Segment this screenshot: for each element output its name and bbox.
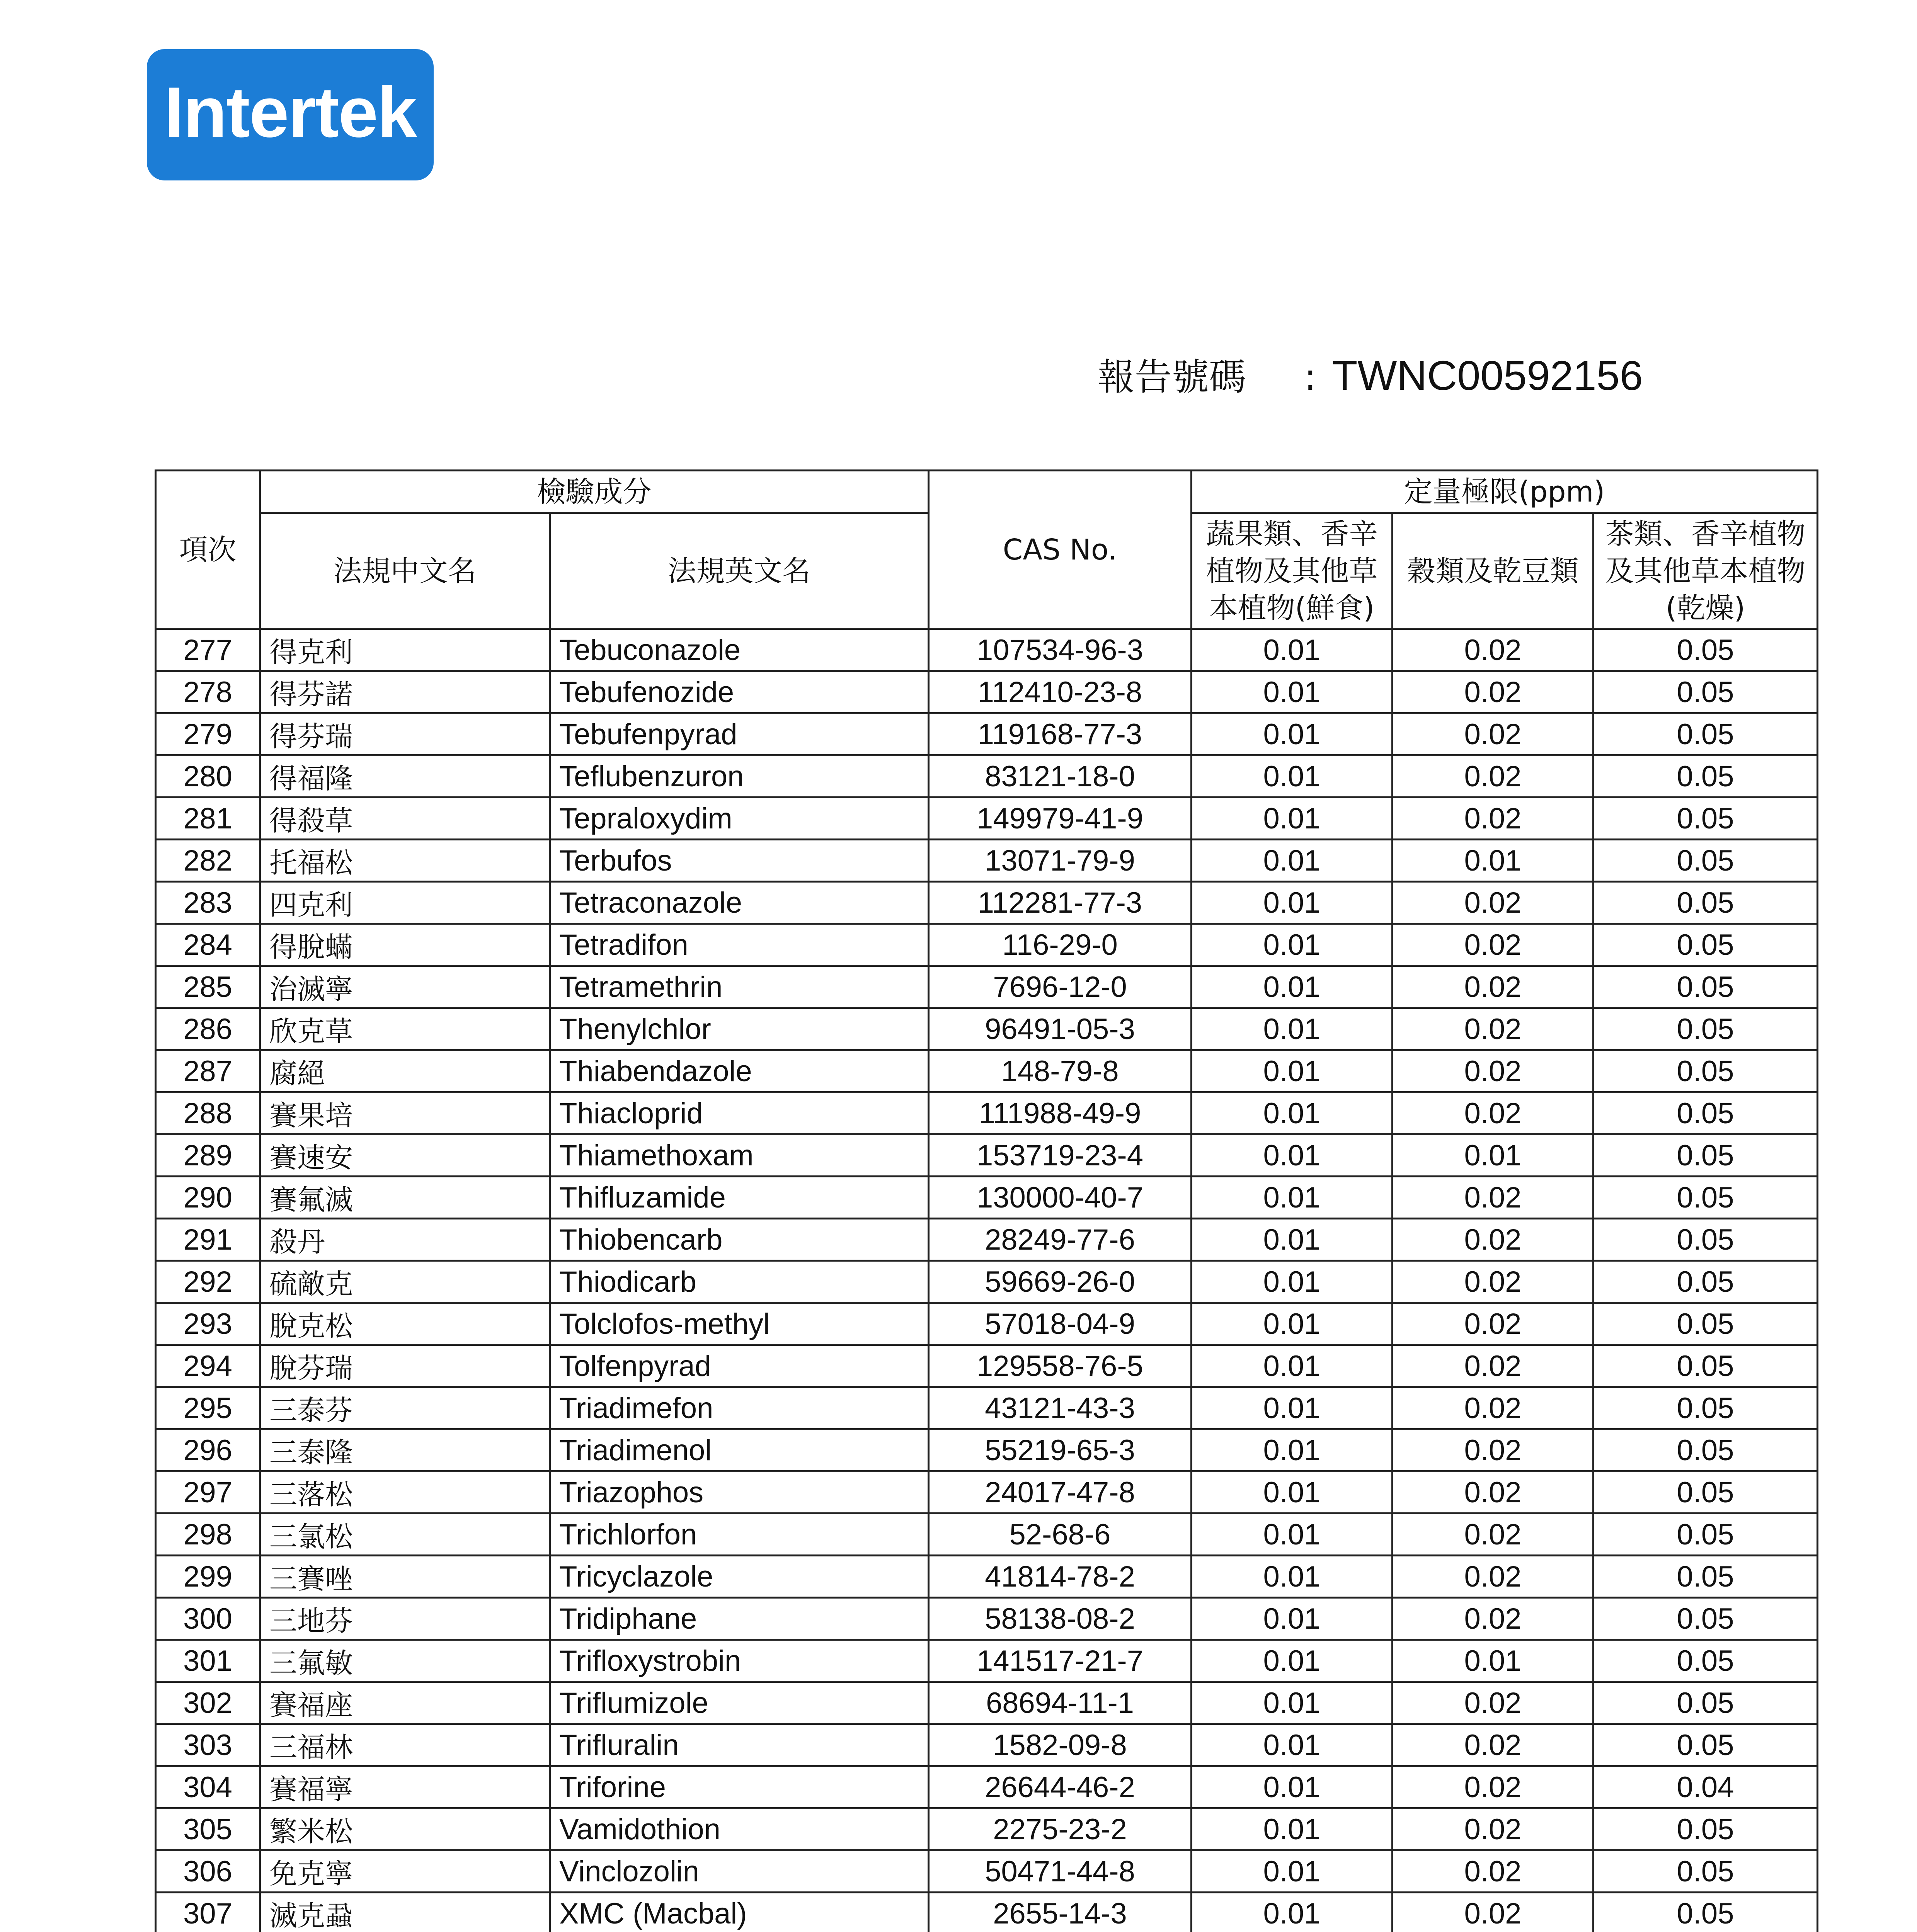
- row-english-name: Tetradifon: [550, 924, 929, 966]
- row-chinese-name: 脫芬瑞: [260, 1345, 550, 1387]
- header-tea: 茶類、香辛植物及其他草本植物(乾燥): [1594, 513, 1818, 629]
- row-loq-veg: 0.01: [1192, 1177, 1393, 1219]
- row-chinese-name: 滅克蝨: [260, 1893, 550, 1932]
- row-loq-grain: 0.02: [1393, 1429, 1594, 1471]
- row-loq-veg: 0.01: [1192, 713, 1393, 755]
- row-english-name: Teflubenzuron: [550, 755, 929, 798]
- row-loq-tea: 0.05: [1594, 1429, 1818, 1471]
- header-cas: CAS No.: [929, 471, 1192, 629]
- row-loq-grain: 0.02: [1393, 1008, 1594, 1050]
- row-loq-grain: 0.02: [1393, 1345, 1594, 1387]
- row-english-name: Tolfenpyrad: [550, 1345, 929, 1387]
- row-chinese-name: 三賽唑: [260, 1556, 550, 1598]
- row-cas-number: 83121-18-0: [929, 755, 1192, 798]
- row-loq-grain: 0.02: [1393, 1514, 1594, 1556]
- row-loq-grain: 0.02: [1393, 1092, 1594, 1134]
- row-english-name: Triforine: [550, 1766, 929, 1808]
- row-english-name: Tetraconazole: [550, 882, 929, 924]
- table-row: [156, 1429, 1818, 1471]
- row-cas-number: 111988-49-9: [929, 1092, 1192, 1134]
- row-cas-number: 52-68-6: [929, 1514, 1192, 1556]
- row-loq-tea: 0.04: [1594, 1766, 1818, 1808]
- row-loq-grain: 0.02: [1393, 924, 1594, 966]
- header-chinese-name: 法規中文名: [260, 513, 550, 629]
- row-cas-number: 50471-44-8: [929, 1850, 1192, 1893]
- row-loq-tea: 0.05: [1594, 1598, 1818, 1640]
- row-index: 307: [156, 1893, 260, 1932]
- row-loq-veg: 0.01: [1192, 1134, 1393, 1177]
- row-english-name: Terbufos: [550, 840, 929, 882]
- table-row: [156, 1893, 1818, 1932]
- row-loq-tea: 0.05: [1594, 1303, 1818, 1345]
- table-row: [156, 1387, 1818, 1429]
- table-row: [156, 1808, 1818, 1850]
- row-loq-grain: 0.02: [1393, 1471, 1594, 1514]
- row-english-name: Thiabendazole: [550, 1050, 929, 1092]
- row-index: 301: [156, 1640, 260, 1682]
- table-row: [156, 1640, 1818, 1682]
- row-chinese-name: 治滅寧: [260, 966, 550, 1008]
- row-index: 282: [156, 840, 260, 882]
- row-chinese-name: 三落松: [260, 1471, 550, 1514]
- row-loq-grain: 0.02: [1393, 1556, 1594, 1598]
- table-row: [156, 924, 1818, 966]
- logo-text: Intertek: [164, 73, 417, 152]
- row-loq-tea: 0.05: [1594, 1850, 1818, 1893]
- row-english-name: Trifluralin: [550, 1724, 929, 1766]
- row-chinese-name: 得殺草: [260, 798, 550, 840]
- report-number-value: TWNC00592156: [1332, 352, 1643, 399]
- row-loq-tea: 0.05: [1594, 713, 1818, 755]
- report-number: [1098, 348, 1643, 401]
- row-loq-tea: 0.05: [1594, 1387, 1818, 1429]
- table-row: [156, 1556, 1818, 1598]
- row-loq-grain: 0.02: [1393, 671, 1594, 713]
- row-loq-grain: 0.02: [1393, 629, 1594, 671]
- row-cas-number: 119168-77-3: [929, 713, 1192, 755]
- row-index: 286: [156, 1008, 260, 1050]
- row-loq-tea: 0.05: [1594, 1092, 1818, 1134]
- table-row: [156, 1345, 1818, 1387]
- row-loq-grain: 0.02: [1393, 1893, 1594, 1932]
- row-chinese-name: 得克利: [260, 629, 550, 671]
- row-index: 295: [156, 1387, 260, 1429]
- row-loq-grain: 0.02: [1393, 882, 1594, 924]
- row-chinese-name: 三氯松: [260, 1514, 550, 1556]
- row-cas-number: 43121-43-3: [929, 1387, 1192, 1429]
- row-index: 292: [156, 1261, 260, 1303]
- row-loq-grain: 0.02: [1393, 1598, 1594, 1640]
- row-loq-veg: 0.01: [1192, 924, 1393, 966]
- row-loq-tea: 0.05: [1594, 1219, 1818, 1261]
- row-loq-grain: 0.01: [1393, 1134, 1594, 1177]
- row-index: 280: [156, 755, 260, 798]
- row-english-name: Tebufenpyrad: [550, 713, 929, 755]
- row-index: 289: [156, 1134, 260, 1177]
- row-chinese-name: 賽果培: [260, 1092, 550, 1134]
- row-chinese-name: 欣克草: [260, 1008, 550, 1050]
- row-index: 296: [156, 1429, 260, 1471]
- row-cas-number: 13071-79-9: [929, 840, 1192, 882]
- row-loq-veg: 0.01: [1192, 1724, 1393, 1766]
- row-english-name: Thenylchlor: [550, 1008, 929, 1050]
- row-loq-veg: 0.01: [1192, 1808, 1393, 1850]
- row-loq-veg: 0.01: [1192, 629, 1393, 671]
- row-loq-veg: 0.01: [1192, 1050, 1393, 1092]
- row-loq-veg: 0.01: [1192, 1514, 1393, 1556]
- row-loq-tea: 0.05: [1594, 671, 1818, 713]
- row-index: 291: [156, 1219, 260, 1261]
- row-loq-veg: 0.01: [1192, 1387, 1393, 1429]
- row-loq-veg: 0.01: [1192, 1640, 1393, 1682]
- row-cas-number: 112410-23-8: [929, 671, 1192, 713]
- row-english-name: Trichlorfon: [550, 1514, 929, 1556]
- row-loq-tea: 0.05: [1594, 1134, 1818, 1177]
- row-cas-number: 24017-47-8: [929, 1471, 1192, 1514]
- row-index: 281: [156, 798, 260, 840]
- row-cas-number: 57018-04-9: [929, 1303, 1192, 1345]
- row-index: 285: [156, 966, 260, 1008]
- row-chinese-name: 賽福座: [260, 1682, 550, 1724]
- row-chinese-name: 三福林: [260, 1724, 550, 1766]
- row-cas-number: 28249-77-6: [929, 1219, 1192, 1261]
- row-index: 278: [156, 671, 260, 713]
- row-loq-tea: 0.05: [1594, 1556, 1818, 1598]
- table-row: [156, 1598, 1818, 1640]
- report-number-label: 報告號碼: [1098, 355, 1246, 399]
- row-chinese-name: 得芬諾: [260, 671, 550, 713]
- row-loq-grain: 0.02: [1393, 755, 1594, 798]
- row-english-name: Tebuconazole: [550, 629, 929, 671]
- row-chinese-name: 三氟敏: [260, 1640, 550, 1682]
- row-index: 279: [156, 713, 260, 755]
- row-cas-number: 129558-76-5: [929, 1345, 1192, 1387]
- row-chinese-name: 硫敵克: [260, 1261, 550, 1303]
- row-cas-number: 112281-77-3: [929, 882, 1192, 924]
- row-index: 298: [156, 1514, 260, 1556]
- row-loq-grain: 0.02: [1393, 1050, 1594, 1092]
- row-index: 302: [156, 1682, 260, 1724]
- row-chinese-name: 賽福寧: [260, 1766, 550, 1808]
- row-loq-grain: 0.02: [1393, 1850, 1594, 1893]
- row-chinese-name: 繁米松: [260, 1808, 550, 1850]
- table-row: [156, 1261, 1818, 1303]
- row-english-name: Thifluzamide: [550, 1177, 929, 1219]
- row-cas-number: 59669-26-0: [929, 1261, 1192, 1303]
- row-loq-tea: 0.05: [1594, 1471, 1818, 1514]
- row-loq-veg: 0.01: [1192, 671, 1393, 713]
- row-loq-tea: 0.05: [1594, 1640, 1818, 1682]
- row-index: 288: [156, 1092, 260, 1134]
- row-chinese-name: 賽氟滅: [260, 1177, 550, 1219]
- row-loq-veg: 0.01: [1192, 1850, 1393, 1893]
- row-english-name: Tolclofos-methyl: [550, 1303, 929, 1345]
- row-index: 284: [156, 924, 260, 966]
- row-index: 300: [156, 1598, 260, 1640]
- row-index: 283: [156, 882, 260, 924]
- row-loq-tea: 0.05: [1594, 798, 1818, 840]
- table-row: [156, 1008, 1818, 1050]
- row-loq-veg: 0.01: [1192, 1345, 1393, 1387]
- row-loq-grain: 0.02: [1393, 1387, 1594, 1429]
- table-row: [156, 755, 1818, 798]
- row-chinese-name: 三地芬: [260, 1598, 550, 1640]
- row-loq-tea: 0.05: [1594, 1514, 1818, 1556]
- row-chinese-name: 殺丹: [260, 1219, 550, 1261]
- row-cas-number: 68694-11-1: [929, 1682, 1192, 1724]
- row-cas-number: 2655-14-3: [929, 1893, 1192, 1932]
- row-loq-grain: 0.01: [1393, 840, 1594, 882]
- table-row: [156, 629, 1818, 671]
- row-cas-number: 26644-46-2: [929, 1766, 1192, 1808]
- row-english-name: Tridiphane: [550, 1598, 929, 1640]
- row-loq-grain: 0.02: [1393, 1177, 1594, 1219]
- row-chinese-name: 四克利: [260, 882, 550, 924]
- row-english-name: Triadimefon: [550, 1387, 929, 1429]
- row-english-name: Tricyclazole: [550, 1556, 929, 1598]
- row-loq-tea: 0.05: [1594, 629, 1818, 671]
- row-chinese-name: 免克寧: [260, 1850, 550, 1893]
- row-english-name: Triflumizole: [550, 1682, 929, 1724]
- row-chinese-name: 得芬瑞: [260, 713, 550, 755]
- row-index: 303: [156, 1724, 260, 1766]
- table-row: [156, 1766, 1818, 1808]
- row-loq-tea: 0.05: [1594, 755, 1818, 798]
- row-loq-veg: 0.01: [1192, 882, 1393, 924]
- row-loq-veg: 0.01: [1192, 840, 1393, 882]
- table-row: [156, 1134, 1818, 1177]
- analyte-table: [155, 469, 1818, 1932]
- row-index: 290: [156, 1177, 260, 1219]
- row-english-name: Triazophos: [550, 1471, 929, 1514]
- row-index: 277: [156, 629, 260, 671]
- row-chinese-name: 得福隆: [260, 755, 550, 798]
- header-english-name: 法規英文名: [550, 513, 929, 629]
- intertek-logo: [147, 49, 434, 180]
- row-loq-veg: 0.01: [1192, 755, 1393, 798]
- row-loq-tea: 0.05: [1594, 1050, 1818, 1092]
- row-english-name: Vinclozolin: [550, 1850, 929, 1893]
- table-row: [156, 1724, 1818, 1766]
- row-cas-number: 130000-40-7: [929, 1177, 1192, 1219]
- row-english-name: XMC (Macbal): [550, 1893, 929, 1932]
- table-row: [156, 1514, 1818, 1556]
- row-english-name: Tebufenozide: [550, 671, 929, 713]
- header-grain: 穀類及乾豆類: [1393, 513, 1594, 629]
- row-loq-veg: 0.01: [1192, 966, 1393, 1008]
- table-row: [156, 1050, 1818, 1092]
- row-chinese-name: 三泰芬: [260, 1387, 550, 1429]
- row-loq-grain: 0.02: [1393, 798, 1594, 840]
- row-cas-number: 148-79-8: [929, 1050, 1192, 1092]
- row-cas-number: 2275-23-2: [929, 1808, 1192, 1850]
- row-loq-grain: 0.02: [1393, 1766, 1594, 1808]
- table-body: [156, 629, 1818, 1932]
- row-chinese-name: 托福松: [260, 840, 550, 882]
- row-loq-veg: 0.01: [1192, 1092, 1393, 1134]
- row-loq-veg: 0.01: [1192, 1008, 1393, 1050]
- table-row: [156, 798, 1818, 840]
- header-loq-group: 定量極限(ppm): [1192, 471, 1818, 513]
- report-number-separator: :: [1304, 355, 1317, 399]
- row-loq-veg: 0.01: [1192, 1471, 1393, 1514]
- row-loq-grain: 0.02: [1393, 966, 1594, 1008]
- row-loq-veg: 0.01: [1192, 1219, 1393, 1261]
- row-loq-tea: 0.05: [1594, 924, 1818, 966]
- table-row: [156, 671, 1818, 713]
- row-cas-number: 141517-21-7: [929, 1640, 1192, 1682]
- row-loq-grain: 0.02: [1393, 1682, 1594, 1724]
- row-english-name: Tepraloxydim: [550, 798, 929, 840]
- row-english-name: Triadimenol: [550, 1429, 929, 1471]
- row-loq-veg: 0.01: [1192, 1682, 1393, 1724]
- row-loq-veg: 0.01: [1192, 1893, 1393, 1932]
- row-loq-veg: 0.01: [1192, 1556, 1393, 1598]
- row-cas-number: 107534-96-3: [929, 629, 1192, 671]
- table-row: [156, 1219, 1818, 1261]
- row-cas-number: 7696-12-0: [929, 966, 1192, 1008]
- row-index: 299: [156, 1556, 260, 1598]
- row-index: 304: [156, 1766, 260, 1808]
- row-loq-tea: 0.05: [1594, 840, 1818, 882]
- row-loq-veg: 0.01: [1192, 1261, 1393, 1303]
- row-loq-grain: 0.02: [1393, 1261, 1594, 1303]
- row-loq-grain: 0.01: [1393, 1640, 1594, 1682]
- row-loq-grain: 0.02: [1393, 1219, 1594, 1261]
- row-index: 293: [156, 1303, 260, 1345]
- row-english-name: Thiamethoxam: [550, 1134, 929, 1177]
- row-loq-tea: 0.05: [1594, 1682, 1818, 1724]
- table-row: [156, 1092, 1818, 1134]
- row-loq-tea: 0.05: [1594, 1177, 1818, 1219]
- row-loq-grain: 0.02: [1393, 1724, 1594, 1766]
- row-english-name: Thiodicarb: [550, 1261, 929, 1303]
- row-loq-tea: 0.05: [1594, 882, 1818, 924]
- row-loq-tea: 0.05: [1594, 1808, 1818, 1850]
- row-chinese-name: 脫克松: [260, 1303, 550, 1345]
- row-chinese-name: 賽速安: [260, 1134, 550, 1177]
- row-chinese-name: 三泰隆: [260, 1429, 550, 1471]
- row-english-name: Thiobencarb: [550, 1219, 929, 1261]
- row-loq-tea: 0.05: [1594, 1261, 1818, 1303]
- table-row: [156, 1850, 1818, 1893]
- row-loq-veg: 0.01: [1192, 1429, 1393, 1471]
- row-index: 305: [156, 1808, 260, 1850]
- row-loq-grain: 0.02: [1393, 1808, 1594, 1850]
- table-row: [156, 1682, 1818, 1724]
- row-loq-grain: 0.02: [1393, 713, 1594, 755]
- row-loq-tea: 0.05: [1594, 966, 1818, 1008]
- row-cas-number: 96491-05-3: [929, 1008, 1192, 1050]
- row-english-name: Trifloxystrobin: [550, 1640, 929, 1682]
- row-index: 306: [156, 1850, 260, 1893]
- row-chinese-name: 得脫蟎: [260, 924, 550, 966]
- row-cas-number: 149979-41-9: [929, 798, 1192, 840]
- table-row: [156, 1303, 1818, 1345]
- row-cas-number: 153719-23-4: [929, 1134, 1192, 1177]
- row-loq-veg: 0.01: [1192, 798, 1393, 840]
- row-cas-number: 41814-78-2: [929, 1556, 1192, 1598]
- row-english-name: Thiacloprid: [550, 1092, 929, 1134]
- table-row: [156, 1471, 1818, 1514]
- table-row: [156, 966, 1818, 1008]
- table-row: [156, 1177, 1818, 1219]
- row-loq-tea: 0.05: [1594, 1893, 1818, 1932]
- row-cas-number: 116-29-0: [929, 924, 1192, 966]
- row-index: 297: [156, 1471, 260, 1514]
- table-row: [156, 882, 1818, 924]
- row-english-name: Tetramethrin: [550, 966, 929, 1008]
- header-veg: 蔬果類、香辛植物及其他草本植物(鮮食): [1192, 513, 1393, 629]
- row-english-name: Vamidothion: [550, 1808, 929, 1850]
- row-loq-grain: 0.02: [1393, 1303, 1594, 1345]
- row-cas-number: 55219-65-3: [929, 1429, 1192, 1471]
- row-loq-veg: 0.01: [1192, 1303, 1393, 1345]
- table-row: [156, 713, 1818, 755]
- row-loq-tea: 0.05: [1594, 1724, 1818, 1766]
- row-loq-tea: 0.05: [1594, 1345, 1818, 1387]
- header-analyte-group: 檢驗成分: [260, 471, 929, 513]
- header-index: 項次: [156, 471, 260, 629]
- row-loq-veg: 0.01: [1192, 1598, 1393, 1640]
- row-cas-number: 58138-08-2: [929, 1598, 1192, 1640]
- row-cas-number: 1582-09-8: [929, 1724, 1192, 1766]
- row-loq-tea: 0.05: [1594, 1008, 1818, 1050]
- row-index: 287: [156, 1050, 260, 1092]
- row-index: 294: [156, 1345, 260, 1387]
- table-row: [156, 840, 1818, 882]
- row-loq-veg: 0.01: [1192, 1766, 1393, 1808]
- row-chinese-name: 腐絕: [260, 1050, 550, 1092]
